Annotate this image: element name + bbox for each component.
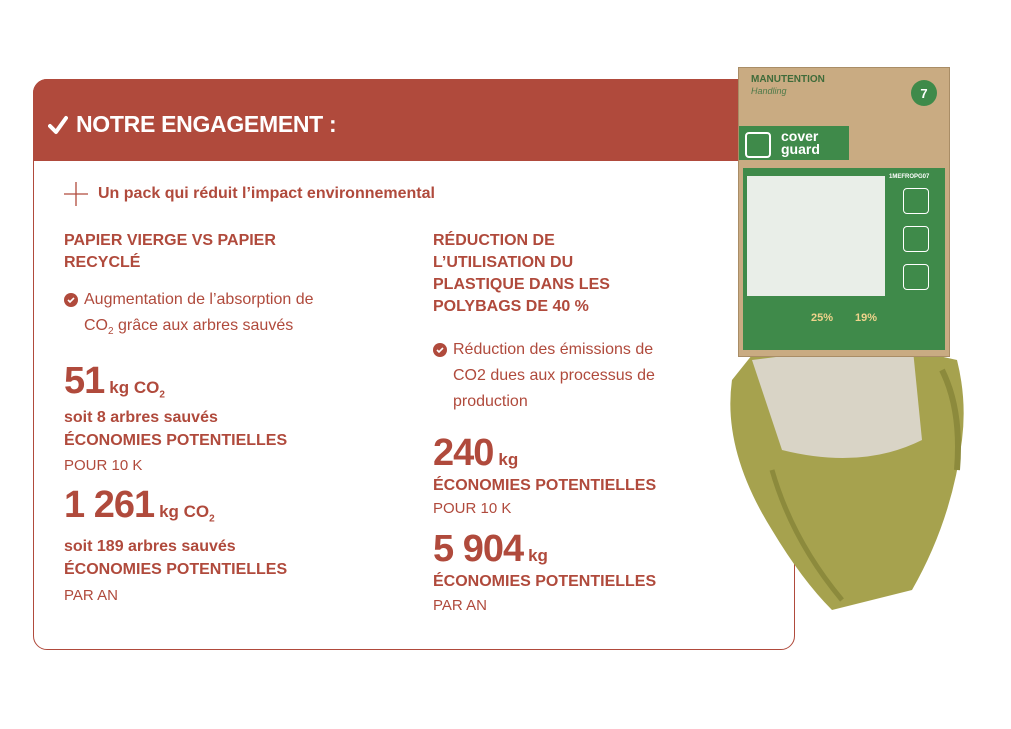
left-stat2-value: 1 261 kg $CO_2$ xyxy=(64,484,215,526)
right-heading-line: POLYBAGS DE 40 % xyxy=(433,298,589,315)
pack-icons xyxy=(903,188,939,302)
right-heading xyxy=(433,230,610,318)
header-title xyxy=(48,111,336,138)
subtitle xyxy=(62,180,435,208)
right-bullet-line: production xyxy=(453,393,528,410)
right-stat2-label: ÉCONOMIES POTENTIELLES xyxy=(433,573,657,590)
left-stat1-period: POUR 10 K xyxy=(64,457,143,474)
glove-image xyxy=(712,320,972,620)
pack-category: MANUTENTION xyxy=(751,74,825,85)
product-pack xyxy=(738,67,950,357)
subtitle-text: Un pack qui réduit l’impact environnemental xyxy=(98,185,435,202)
brand-mark-icon xyxy=(745,132,771,158)
brand-line: guard xyxy=(781,141,820,157)
pack-category-en: Handling xyxy=(751,86,787,96)
right-heading-line: PLASTIQUE DANS LES xyxy=(433,276,610,293)
right-stat1-period: POUR 10 K xyxy=(433,500,512,517)
right-bullet-line: Réduction des émissions de xyxy=(453,341,654,358)
pet-percentage: 25% xyxy=(811,312,834,324)
left-stat2-label: ÉCONOMIES POTENTIELLES xyxy=(64,561,288,578)
hands-photo xyxy=(747,176,885,296)
check-circle-icon xyxy=(64,293,78,307)
left-heading xyxy=(64,230,276,274)
right-stat1-value: 240 kg xyxy=(433,432,519,474)
left-bullet-line: $CO_2$ grâce aux arbres sauvés xyxy=(84,317,294,338)
left-stat2-trees: soit 189 arbres sauvés xyxy=(64,538,236,555)
cotton-percentage: 19% xyxy=(855,312,878,324)
right-stat1-label: ÉCONOMIES POTENTIELLES xyxy=(433,477,657,494)
right-stat2-period: PAR AN xyxy=(433,597,487,614)
left-stat1-label: ÉCONOMIES POTENTIELLES xyxy=(64,432,288,449)
plus-icon xyxy=(62,180,90,208)
flame-icon xyxy=(903,188,929,214)
left-heading-line: PAPIER VIERGE VS PAPIER xyxy=(64,232,276,249)
pack-panel xyxy=(743,168,945,350)
left-bullet xyxy=(64,287,314,345)
pack-reference: 1MEFROPG07 xyxy=(889,174,930,180)
eco-icon xyxy=(903,264,929,290)
left-bullet-line: Augmentation de l’absorption de xyxy=(84,291,314,308)
right-bullet-line: CO2 dues aux processus de xyxy=(453,367,655,384)
hand-icon xyxy=(903,226,929,252)
left-heading-line: RECYCLÉ xyxy=(64,254,141,271)
right-heading-line: RÉDUCTION DE xyxy=(433,232,555,249)
pack-size-badge: 7 xyxy=(911,80,937,106)
brand-logo xyxy=(739,126,849,160)
right-bullet xyxy=(433,337,655,415)
left-stat2-period: PAR AN xyxy=(64,587,118,604)
right-heading-line: L’UTILISATION DU xyxy=(433,254,574,271)
check-circle-icon xyxy=(433,343,447,357)
left-stat1-trees: soit 8 arbres sauvés xyxy=(64,409,218,426)
checkmark-icon xyxy=(48,115,68,135)
right-stat2-value: 5 904 kg xyxy=(433,528,548,570)
header-title-text: NOTRE ENGAGEMENT : xyxy=(76,111,337,137)
brand-line: cover xyxy=(781,128,819,144)
left-stat1-value: 51 kg $CO_2$ xyxy=(64,360,165,402)
